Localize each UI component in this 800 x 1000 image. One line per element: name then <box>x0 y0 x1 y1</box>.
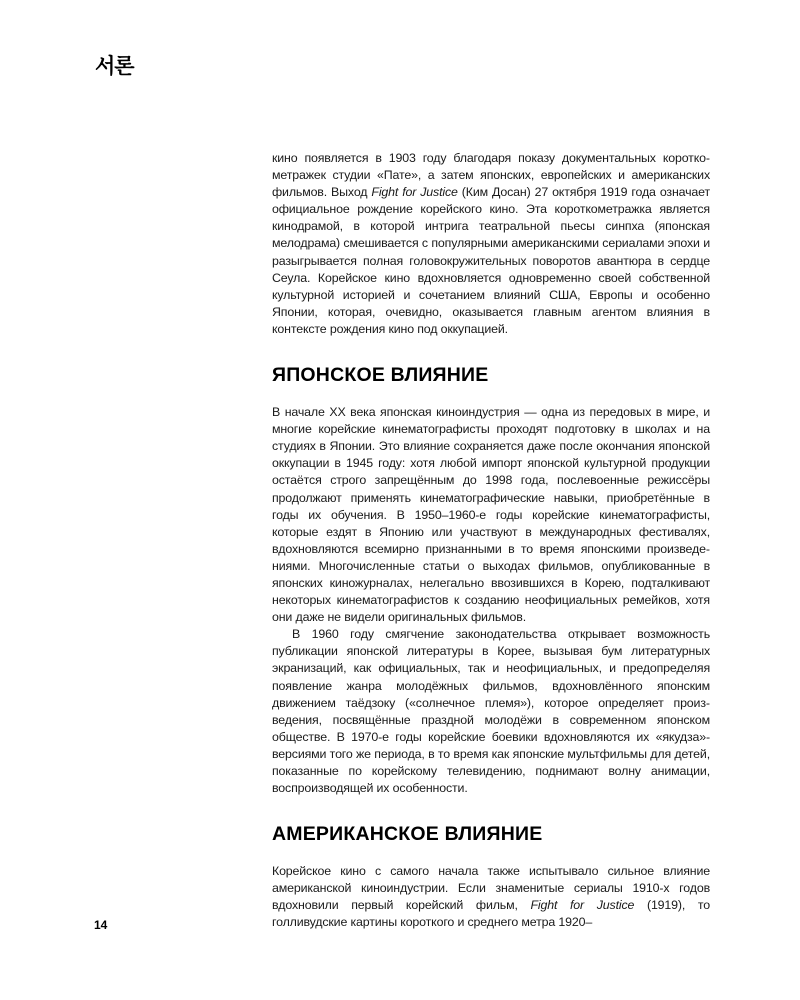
page-number: 14 <box>94 918 108 932</box>
japan-paragraph-1: В начале XX века японская киноиндустрия — одна из передовых в мире, и многие корейские кинематографисты проходят подготовку в школах и на студиях в Японии. Это влияние сохраняется даже после окончания японской оккупации в 1945 году: хотя любой импорт японской культурной продукции остаётся строго запрещённым до 1998 года, послевоенные режиссёры продолжают применять кинематографические навыки, приобретённые в годы их обучения. В 1950–1960-е годы корейские кинематографисты, которые ездят в Японию или участвуют в международных фестивалях, вдохновляются всемирно признанными в то время японскими произведениями. Многочисленные статьи о выходах фильмов, опубликованные в японских киножурналах, нелегально ввозившихся в Корею, подталкивают некоторых кинематографистов к созданию неофициальных ремейков, хотя они даже не видели оригинальных фильмов. <box>272 405 710 625</box>
intro-text-a: кино появляется в 1903 году благодаря показу документальных короткометражек студии «Пате», а затем японских, европейских и американских фильмов. Выход <box>272 151 710 200</box>
intro-text-b: (Ким Досан) 27 октября 1919 года означает официальное рождение корейского кино. Эта короткометражка является кинодрамой, в которой интрига театральной пьесы синпха (японская мелодрама) смешивается с популярными американскими сериалами эпохи и разыгрывается полная головокружительных поворотов авантюра в сердце Сеула. Корейское кино вдохновляется одновременно своей собственной культурной историей и сочетанием влияний США, Европы и особенно Японии, которая, очевидно, оказывается главным агентом влияния в контексте рождения кино под оккупацией. <box>272 185 711 336</box>
america-text-a: Корейское кино с самого начала также испытывало сильное влияние американской киноиндустрии. Если знаменитые сериалы 1910-х годов вдохновили первый корейский фильм, <box>272 864 710 913</box>
chapter-title-korean: 서론 <box>95 54 134 78</box>
page-body <box>272 150 710 932</box>
japan-paragraph-2: В 1960 году смягчение законодательства открывает возможность публикации японской литературы в Корее, вызывая бум литературных экранизаций, как официальных, так и неофициальных, и предопределяя появление жанра молодёжных фильмов, вдохновлённого японским движением таёдзоку («солнечное племя»), которое определяет произведения, посвящённые праздной молодёжи в современном японском обществе. В 1970-е годы корейские боевики вдохновляются их «якудза»-версиями того же периода, в то время как японские мультфильмы для детей, показанные по корейскому телевидению, поднимают волну анимации, воспроизводящей их особенности. <box>272 627 710 796</box>
intro-paragraph <box>272 150 710 338</box>
film-title-fight-for-justice-2: Fight for Justice <box>530 898 635 913</box>
section-heading-american-influence: АМЕРИКАНСКОЕ ВЛИЯНИЕ <box>272 823 543 846</box>
america-text-b: (1919), то голливудские картины короткого и среднего метра 1920– <box>272 898 711 930</box>
section-heading-japanese-influence: ЯПОНСКОЕ ВЛИЯНИЕ <box>272 364 489 387</box>
film-title-fight-for-justice: Fight for Justice <box>371 185 458 200</box>
america-paragraph-1 <box>272 863 710 931</box>
